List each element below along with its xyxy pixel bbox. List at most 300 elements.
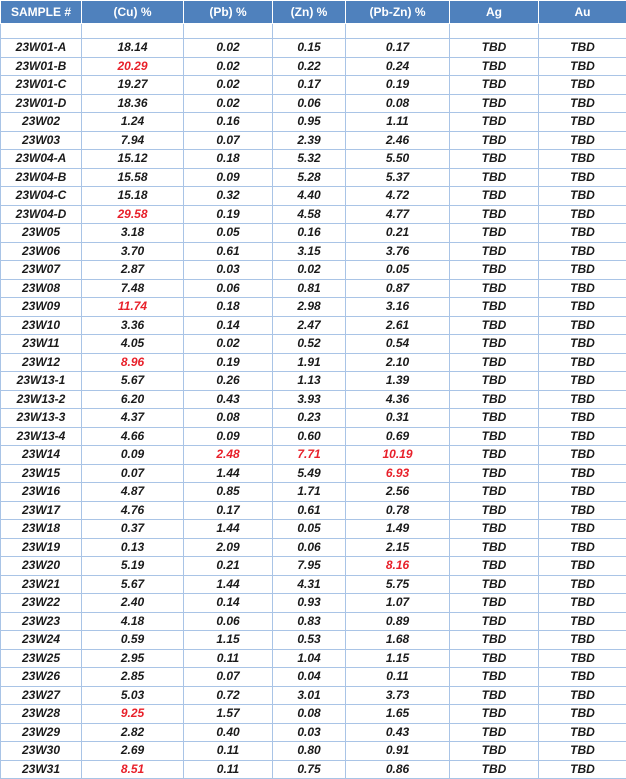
- au-cell: TBD: [539, 168, 626, 187]
- pb-cell: 2.09: [184, 538, 273, 557]
- table-row: [1, 575, 626, 594]
- ag-cell: TBD: [450, 150, 539, 169]
- pb-cell: 0.02: [184, 94, 273, 113]
- pb-zn-cell: 1.07: [346, 594, 450, 613]
- table-row: [1, 390, 626, 409]
- sample-cell: 23W26: [1, 668, 82, 687]
- table-row: [1, 723, 626, 742]
- cu-cell: 4.37: [82, 409, 184, 428]
- au-cell: TBD: [539, 187, 626, 206]
- au-cell: TBD: [539, 279, 626, 298]
- table-row: [1, 483, 626, 502]
- pb-zn-cell: 1.49: [346, 520, 450, 539]
- pb-zn-cell: 2.56: [346, 483, 450, 502]
- cu-cell: 0.07: [82, 464, 184, 483]
- au-cell: TBD: [539, 631, 626, 650]
- zn-cell: 0.95: [273, 113, 346, 132]
- table-row: [1, 298, 626, 317]
- table-row: [1, 705, 626, 724]
- sample-cell: 23W04-C: [1, 187, 82, 206]
- sample-cell: 23W25: [1, 649, 82, 668]
- cu-cell: 4.18: [82, 612, 184, 631]
- ag-cell: TBD: [450, 372, 539, 391]
- pb-cell: 0.02: [184, 39, 273, 58]
- au-cell: TBD: [539, 390, 626, 409]
- cu-cell: 1.24: [82, 113, 184, 132]
- ag-cell: TBD: [450, 464, 539, 483]
- cu-cell: 15.18: [82, 187, 184, 206]
- spacer-row: [1, 24, 626, 39]
- spacer-cell: [539, 24, 626, 39]
- cu-cell: 5.19: [82, 557, 184, 576]
- table-body: [1, 24, 626, 779]
- ag-cell: TBD: [450, 76, 539, 95]
- au-cell: TBD: [539, 501, 626, 520]
- zn-cell: 0.16: [273, 224, 346, 243]
- sample-cell: 23W31: [1, 760, 82, 779]
- ag-cell: TBD: [450, 575, 539, 594]
- sample-cell: 23W24: [1, 631, 82, 650]
- au-cell: TBD: [539, 760, 626, 779]
- pb-cell: 0.02: [184, 76, 273, 95]
- table-row: [1, 335, 626, 354]
- table-row: [1, 187, 626, 206]
- ag-cell: TBD: [450, 427, 539, 446]
- pb-cell: 0.11: [184, 649, 273, 668]
- au-cell: TBD: [539, 261, 626, 280]
- zn-cell: 0.53: [273, 631, 346, 650]
- au-cell: TBD: [539, 150, 626, 169]
- zn-cell: 1.91: [273, 353, 346, 372]
- table-row: [1, 501, 626, 520]
- au-cell: TBD: [539, 76, 626, 95]
- spacer-cell: [82, 24, 184, 39]
- table-row: [1, 686, 626, 705]
- ag-cell: TBD: [450, 390, 539, 409]
- pb-cell: 0.18: [184, 150, 273, 169]
- ag-cell: TBD: [450, 760, 539, 779]
- ag-cell: TBD: [450, 742, 539, 761]
- pb-zn-cell: 1.39: [346, 372, 450, 391]
- pb-cell: 0.72: [184, 686, 273, 705]
- pb-cell: 0.40: [184, 723, 273, 742]
- pb-cell: 0.11: [184, 760, 273, 779]
- au-cell: TBD: [539, 372, 626, 391]
- ag-cell: TBD: [450, 94, 539, 113]
- table-row: [1, 76, 626, 95]
- au-cell: TBD: [539, 557, 626, 576]
- ag-cell: TBD: [450, 631, 539, 650]
- pb-cell: 2.48: [184, 446, 273, 465]
- header-sample: SAMPLE #: [1, 1, 82, 24]
- pb-cell: 1.15: [184, 631, 273, 650]
- cu-cell: 8.96: [82, 353, 184, 372]
- au-cell: TBD: [539, 742, 626, 761]
- sample-cell: 23W07: [1, 261, 82, 280]
- zn-cell: 2.47: [273, 316, 346, 335]
- sample-cell: 23W03: [1, 131, 82, 150]
- sample-cell: 23W13-1: [1, 372, 82, 391]
- sample-cell: 23W10: [1, 316, 82, 335]
- zn-cell: 5.32: [273, 150, 346, 169]
- cu-cell: 2.85: [82, 668, 184, 687]
- au-cell: TBD: [539, 520, 626, 539]
- cu-cell: 0.59: [82, 631, 184, 650]
- pb-zn-cell: 6.93: [346, 464, 450, 483]
- table-row: [1, 631, 626, 650]
- pb-zn-cell: 8.16: [346, 557, 450, 576]
- au-cell: TBD: [539, 668, 626, 687]
- sample-cell: 23W02: [1, 113, 82, 132]
- pb-zn-cell: 0.69: [346, 427, 450, 446]
- zn-cell: 0.83: [273, 612, 346, 631]
- cu-cell: 4.66: [82, 427, 184, 446]
- cu-cell: 0.13: [82, 538, 184, 557]
- pb-zn-cell: 1.15: [346, 649, 450, 668]
- cu-cell: 8.51: [82, 760, 184, 779]
- sample-cell: 23W01-A: [1, 39, 82, 58]
- pb-zn-cell: 0.08: [346, 94, 450, 113]
- header-row: [1, 1, 626, 24]
- spacer-cell: [184, 24, 273, 39]
- table-row: [1, 168, 626, 187]
- ag-cell: TBD: [450, 316, 539, 335]
- zn-cell: 0.03: [273, 723, 346, 742]
- sample-cell: 23W28: [1, 705, 82, 724]
- table-row: [1, 760, 626, 779]
- ag-cell: TBD: [450, 520, 539, 539]
- cu-cell: 19.27: [82, 76, 184, 95]
- cu-cell: 3.70: [82, 242, 184, 261]
- table-row: [1, 372, 626, 391]
- sample-cell: 23W09: [1, 298, 82, 317]
- pb-zn-cell: 0.05: [346, 261, 450, 280]
- pb-zn-cell: 0.78: [346, 501, 450, 520]
- sample-cell: 23W18: [1, 520, 82, 539]
- zn-cell: 0.80: [273, 742, 346, 761]
- table-row: [1, 464, 626, 483]
- zn-cell: 0.23: [273, 409, 346, 428]
- pb-zn-cell: 2.15: [346, 538, 450, 557]
- au-cell: TBD: [539, 131, 626, 150]
- pb-zn-cell: 10.19: [346, 446, 450, 465]
- table-row: [1, 409, 626, 428]
- sample-cell: 23W14: [1, 446, 82, 465]
- au-cell: TBD: [539, 705, 626, 724]
- au-cell: TBD: [539, 94, 626, 113]
- sample-cell: 23W04-B: [1, 168, 82, 187]
- pb-zn-cell: 0.87: [346, 279, 450, 298]
- spacer-cell: [450, 24, 539, 39]
- pb-cell: 0.19: [184, 353, 273, 372]
- pb-zn-cell: 3.76: [346, 242, 450, 261]
- cu-cell: 4.05: [82, 335, 184, 354]
- sample-cell: 23W21: [1, 575, 82, 594]
- ag-cell: TBD: [450, 705, 539, 724]
- zn-cell: 0.06: [273, 538, 346, 557]
- sample-cell: 23W13-4: [1, 427, 82, 446]
- pb-zn-cell: 5.37: [346, 168, 450, 187]
- zn-cell: 0.52: [273, 335, 346, 354]
- ag-cell: TBD: [450, 39, 539, 58]
- pb-cell: 0.07: [184, 668, 273, 687]
- sample-cell: 23W11: [1, 335, 82, 354]
- pb-cell: 0.43: [184, 390, 273, 409]
- table-row: [1, 427, 626, 446]
- zn-cell: 0.08: [273, 705, 346, 724]
- cu-cell: 18.36: [82, 94, 184, 113]
- zn-cell: 4.40: [273, 187, 346, 206]
- au-cell: TBD: [539, 409, 626, 428]
- table-row: [1, 594, 626, 613]
- cu-cell: 15.58: [82, 168, 184, 187]
- sample-cell: 23W04-D: [1, 205, 82, 224]
- sample-cell: 23W05: [1, 224, 82, 243]
- ag-cell: TBD: [450, 501, 539, 520]
- sample-cell: 23W01-B: [1, 57, 82, 76]
- zn-cell: 4.31: [273, 575, 346, 594]
- table-row: [1, 649, 626, 668]
- cu-cell: 5.03: [82, 686, 184, 705]
- pb-cell: 0.17: [184, 501, 273, 520]
- zn-cell: 0.60: [273, 427, 346, 446]
- cu-cell: 7.48: [82, 279, 184, 298]
- zn-cell: 0.22: [273, 57, 346, 76]
- ag-cell: TBD: [450, 261, 539, 280]
- ag-cell: TBD: [450, 298, 539, 317]
- table-row: [1, 279, 626, 298]
- ag-cell: TBD: [450, 557, 539, 576]
- sample-cell: 23W04-A: [1, 150, 82, 169]
- zn-cell: 3.93: [273, 390, 346, 409]
- ag-cell: TBD: [450, 224, 539, 243]
- pb-zn-cell: 2.10: [346, 353, 450, 372]
- pb-zn-cell: 0.86: [346, 760, 450, 779]
- cu-cell: 15.12: [82, 150, 184, 169]
- cu-cell: 4.76: [82, 501, 184, 520]
- cu-cell: 6.20: [82, 390, 184, 409]
- au-cell: TBD: [539, 224, 626, 243]
- sample-cell: 23W19: [1, 538, 82, 557]
- au-cell: TBD: [539, 483, 626, 502]
- cu-cell: 20.29: [82, 57, 184, 76]
- pb-cell: 0.26: [184, 372, 273, 391]
- sample-cell: 23W13-3: [1, 409, 82, 428]
- cu-cell: 5.67: [82, 575, 184, 594]
- pb-zn-cell: 1.68: [346, 631, 450, 650]
- pb-zn-cell: 0.89: [346, 612, 450, 631]
- pb-zn-cell: 0.11: [346, 668, 450, 687]
- cu-cell: 4.87: [82, 483, 184, 502]
- pb-zn-cell: 4.36: [346, 390, 450, 409]
- zn-cell: 0.05: [273, 520, 346, 539]
- cu-cell: 3.36: [82, 316, 184, 335]
- au-cell: TBD: [539, 316, 626, 335]
- cu-cell: 2.69: [82, 742, 184, 761]
- cu-cell: 11.74: [82, 298, 184, 317]
- pb-cell: 0.09: [184, 168, 273, 187]
- sample-cell: 23W06: [1, 242, 82, 261]
- au-cell: TBD: [539, 427, 626, 446]
- header-pb-zn: (Pb-Zn) %: [346, 1, 450, 24]
- pb-cell: 0.21: [184, 557, 273, 576]
- zn-cell: 3.15: [273, 242, 346, 261]
- cu-cell: 18.14: [82, 39, 184, 58]
- table-row: [1, 39, 626, 58]
- cu-cell: 3.18: [82, 224, 184, 243]
- au-cell: TBD: [539, 594, 626, 613]
- pb-zn-cell: 3.73: [346, 686, 450, 705]
- table-row: [1, 538, 626, 557]
- au-cell: TBD: [539, 649, 626, 668]
- zn-cell: 0.75: [273, 760, 346, 779]
- cu-cell: 7.94: [82, 131, 184, 150]
- pb-cell: 0.32: [184, 187, 273, 206]
- pb-zn-cell: 0.19: [346, 76, 450, 95]
- pb-zn-cell: 0.43: [346, 723, 450, 742]
- ag-cell: TBD: [450, 335, 539, 354]
- zn-cell: 4.58: [273, 205, 346, 224]
- sample-cell: 23W13-2: [1, 390, 82, 409]
- au-cell: TBD: [539, 57, 626, 76]
- table-row: [1, 557, 626, 576]
- ag-cell: TBD: [450, 409, 539, 428]
- pb-cell: 0.14: [184, 594, 273, 613]
- table-row: [1, 742, 626, 761]
- au-cell: TBD: [539, 205, 626, 224]
- table-row: [1, 520, 626, 539]
- ag-cell: TBD: [450, 668, 539, 687]
- au-cell: TBD: [539, 113, 626, 132]
- ag-cell: TBD: [450, 279, 539, 298]
- pb-zn-cell: 0.17: [346, 39, 450, 58]
- sample-cell: 23W12: [1, 353, 82, 372]
- header-au: Au: [539, 1, 626, 24]
- au-cell: TBD: [539, 39, 626, 58]
- pb-zn-cell: 0.31: [346, 409, 450, 428]
- zn-cell: 0.06: [273, 94, 346, 113]
- ag-cell: TBD: [450, 131, 539, 150]
- pb-cell: 0.08: [184, 409, 273, 428]
- ag-cell: TBD: [450, 113, 539, 132]
- au-cell: TBD: [539, 612, 626, 631]
- pb-cell: 0.02: [184, 57, 273, 76]
- sample-cell: 23W01-C: [1, 76, 82, 95]
- table-row: [1, 224, 626, 243]
- au-cell: TBD: [539, 298, 626, 317]
- pb-cell: 0.16: [184, 113, 273, 132]
- au-cell: TBD: [539, 575, 626, 594]
- sample-cell: 23W15: [1, 464, 82, 483]
- zn-cell: 3.01: [273, 686, 346, 705]
- pb-zn-cell: 0.91: [346, 742, 450, 761]
- au-cell: TBD: [539, 446, 626, 465]
- pb-cell: 0.85: [184, 483, 273, 502]
- pb-cell: 1.44: [184, 464, 273, 483]
- zn-cell: 1.71: [273, 483, 346, 502]
- zn-cell: 0.81: [273, 279, 346, 298]
- pb-cell: 0.03: [184, 261, 273, 280]
- zn-cell: 0.61: [273, 501, 346, 520]
- sample-cell: 23W30: [1, 742, 82, 761]
- ag-cell: TBD: [450, 612, 539, 631]
- au-cell: TBD: [539, 353, 626, 372]
- au-cell: TBD: [539, 538, 626, 557]
- sample-cell: 23W16: [1, 483, 82, 502]
- ag-cell: TBD: [450, 187, 539, 206]
- pb-cell: 0.02: [184, 335, 273, 354]
- pb-cell: 1.44: [184, 520, 273, 539]
- zn-cell: 5.28: [273, 168, 346, 187]
- ag-cell: TBD: [450, 483, 539, 502]
- header-pb: (Pb) %: [184, 1, 273, 24]
- header-cu: (Cu) %: [82, 1, 184, 24]
- pb-zn-cell: 2.46: [346, 131, 450, 150]
- pb-cell: 1.57: [184, 705, 273, 724]
- table-row: [1, 94, 626, 113]
- sample-cell: 23W29: [1, 723, 82, 742]
- ag-cell: TBD: [450, 57, 539, 76]
- table-row: [1, 316, 626, 335]
- header-ag: Ag: [450, 1, 539, 24]
- zn-cell: 0.17: [273, 76, 346, 95]
- zn-cell: 7.95: [273, 557, 346, 576]
- table-row: [1, 446, 626, 465]
- pb-zn-cell: 5.50: [346, 150, 450, 169]
- ag-cell: TBD: [450, 538, 539, 557]
- zn-cell: 5.49: [273, 464, 346, 483]
- pb-cell: 0.05: [184, 224, 273, 243]
- table-row: [1, 612, 626, 631]
- cu-cell: 29.58: [82, 205, 184, 224]
- cu-cell: 2.95: [82, 649, 184, 668]
- zn-cell: 1.13: [273, 372, 346, 391]
- pb-zn-cell: 1.65: [346, 705, 450, 724]
- cu-cell: 0.09: [82, 446, 184, 465]
- cu-cell: 0.37: [82, 520, 184, 539]
- zn-cell: 7.71: [273, 446, 346, 465]
- cu-cell: 2.40: [82, 594, 184, 613]
- pb-zn-cell: 4.77: [346, 205, 450, 224]
- table-row: [1, 261, 626, 280]
- spacer-cell: [273, 24, 346, 39]
- au-cell: TBD: [539, 242, 626, 261]
- ag-cell: TBD: [450, 353, 539, 372]
- zn-cell: 0.15: [273, 39, 346, 58]
- pb-zn-cell: 2.61: [346, 316, 450, 335]
- zn-cell: 2.98: [273, 298, 346, 317]
- ag-cell: TBD: [450, 168, 539, 187]
- table-row: [1, 131, 626, 150]
- pb-cell: 0.11: [184, 742, 273, 761]
- ag-cell: TBD: [450, 723, 539, 742]
- header-zn: (Zn) %: [273, 1, 346, 24]
- pb-cell: 0.06: [184, 279, 273, 298]
- zn-cell: 1.04: [273, 649, 346, 668]
- cu-cell: 2.87: [82, 261, 184, 280]
- zn-cell: 0.02: [273, 261, 346, 280]
- pb-zn-cell: 0.24: [346, 57, 450, 76]
- ag-cell: TBD: [450, 649, 539, 668]
- au-cell: TBD: [539, 335, 626, 354]
- zn-cell: 0.93: [273, 594, 346, 613]
- ag-cell: TBD: [450, 594, 539, 613]
- table-row: [1, 113, 626, 132]
- table-row: [1, 150, 626, 169]
- zn-cell: 2.39: [273, 131, 346, 150]
- pb-cell: 0.14: [184, 316, 273, 335]
- pb-cell: 0.06: [184, 612, 273, 631]
